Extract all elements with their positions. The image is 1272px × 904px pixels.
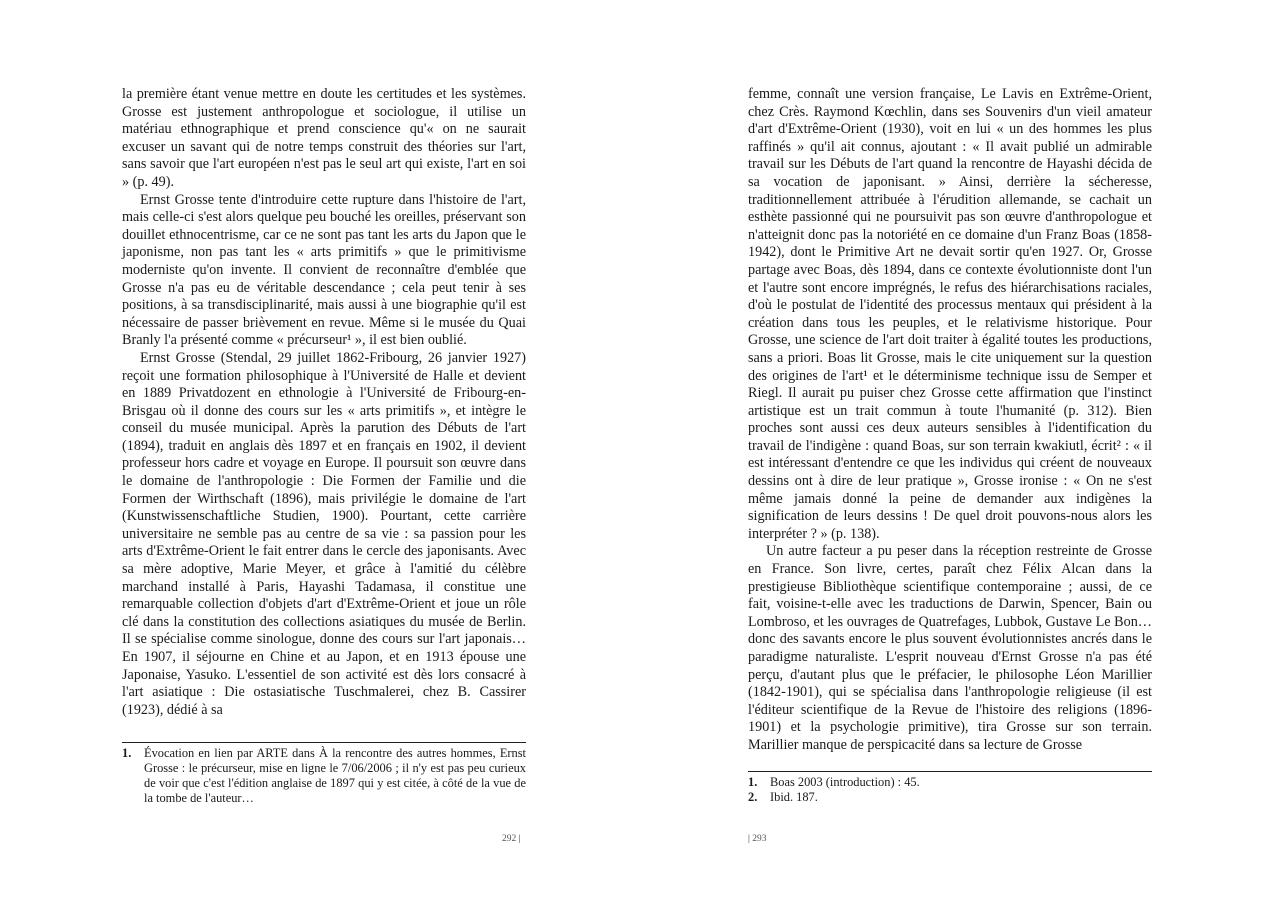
- paragraph: Ernst Grosse tente d'introduire cette rupture dans l'histoire de l'art, mais celle-ci s'est alors quelque peu bouché les oreilles, préservant son douillet ethnocentrisme, car ce ne sont pas tant les arts du Japon que le japonisme, non pas tant les « arts primitifs » que le primitivisme moderniste qu'on invente. Il convient de reconnaître d'emblée que Grosse n'a pas eu de véritable descendance ; cela peut tenir à ses positions, à sa transdisciplinarité, mais aussi à une biographie qu'il est nécessaire de passer brièvement en revue. Même si le musée du Quai Branly l'a présenté comme « précurseur¹ », il est bien oublié.: [122, 191, 526, 349]
- footnote: [748, 790, 1152, 805]
- paragraph: Un autre facteur a pu peser dans la réception restreinte de Grosse en France. Son livre, certes, paraît chez Félix Alcan dans la prestigieuse Bibliothèque scientifique contemporaine ; aussi, de ce fait, voisine-t-elle avec les traductions de Darwin, Spencer, Bain ou Lombroso, et les ouvrages de Quatrefages, Lubbok, Gustave Le Bon… donc des savants encore le plus souvent évolutionnistes ancrés dans le paradigme naturaliste. L'esprit nouveau d'Ernst Grosse n'a pas été perçu, d'autant plus que le préfacier, le philosophe Léon Marillier (1842-1901), qui se spécialisa dans l'anthropologie religieuse (il est l'éditeur scientifique de la Revue de l'histoire des religions (1896-1901) et la psychologie primitive), tira Grosse sur son terrain. Marillier manque de perspicacité dans sa lecture de Grosse: [748, 543, 1152, 753]
- page-number-left: [502, 834, 521, 844]
- paragraph: femme, connaît une version française, Le Lavis en Extrême-Orient, chez Crès. Raymond Kœchlin, dans ses Souvenirs d'un vieil amateur d'art d'Extrême-Orient (1930), voit en lui « un des hommes les plus raffinés » qu'il ait connus, ajoutant : « Il avait publié un admirable travail sur les Débuts de l'art quand la rencontre de Hayashi décida de sa vocation de japonisant. » Ainsi, derrière la sécheresse, traditionnellement attribuée à l'érudition allemande, se cachait un esthète passionné qui ne poursuivit pas son œuvre d'anthropologue et n'atteignit donc pas la notoriété en ce domaine d'un Franz Boas (1858-1942), dont le Primitive Art ne devait sortir qu'en 1927. Or, Grosse partage avec Boas, dès 1894, dans ce contexte évolutionniste dont l'un et l'autre sont encore imprégnés, le refus des hiérarchisations raciales, d'où le postulat de l'identité des processus mentaux qui président à la création dans tous les peuples, et le relativisme historique. Pour Grosse, une science de l'art doit traiter à égalité toutes les productions, sans a priori. Boas lit Grosse, mais le cite uniquement sur la question des origines de l'art¹ et le déterminisme technique issu de Semper et Riegl. Il aurait pu puiser chez Grosse cette affirmation que l'instinct artistique est un trait commun à toute l'humanité (p. 312). Bien proches sont aussi ces deux auteurs sensibles à l'identification du travail de l'indigène : quand Boas, sur son terrain kwakiutl, écrit² : « il est intéressant d'entendre ce que les individus qui créent de nouveaux dessins ont à dire de leur pratique », Grosse ironise : « On ne s'est même jamais donné la peine de demander aux indigènes la signification de leurs dessins ! De quel droit pouvons-nous alors les interpréter ? » (p. 138).: [748, 86, 1152, 542]
- right-page: [636, 0, 1272, 904]
- left-page-body: [122, 86, 526, 719]
- page-number: 292: [502, 834, 517, 844]
- paragraph: la première étant venue mettre en doute les certitudes et les systèmes. Grosse est justement anthropologue et sociologue, il utilise un matériau ethnographique et prend conscience qu'« on ne saurait excuser un savant qui de notre temps construit des théories sur l'art, sans savoir que l'art européen n'est pas le seul art qui existe, l'art en soi » (p. 49).: [122, 86, 526, 190]
- right-footnotes: [748, 771, 1152, 805]
- page-number: 293: [752, 834, 767, 844]
- footnote-number: 2.: [748, 790, 758, 804]
- left-footnotes: [122, 742, 526, 806]
- folio-bar: |: [748, 834, 750, 844]
- footnote-text: Boas 2003 (introduction) : 45.: [770, 775, 920, 789]
- folio-bar: |: [518, 834, 521, 844]
- footnote: [122, 746, 526, 806]
- footnote: [748, 775, 1152, 790]
- paragraph: Ernst Grosse (Stendal, 29 juillet 1862-Fribourg, 26 janvier 1927) reçoit une formation philosophique à l'Université de Halle et devient en 1889 Privatdozent en ethnologie à l'Université de Fribourg-en-Brisgau où il donne des cours sur les « arts primitifs », et intègre le conseil du musée municipal. Après la parution des Débuts de l'art (1894), traduit en anglais dès 1897 et en français en 1902, il devient professeur hors cadre et voyage en Europe. Il poursuit son œuvre dans le domaine de l'anthropologie : Die Formen der Familie und die Formen der Wirthschaft (1896), mais privilégie le domaine de l'art (Kunstwissenschaftliche Studien, 1900). Pourtant, cette carrière universitaire ne semble pas au centre de sa vie : sa passion pour les arts d'Extrême-Orient le fait entrer dans le cercle des japonisants. Avec sa mère adoptive, Marie Meyer, et grâce à l'amitié du célèbre marchand installé à Paris, Hayashi Tadamasa, il constitue une remarquable collection d'objets d'art d'Extrême-Orient et joue un rôle clé dans la constitution des collections asiatiques du musée de Berlin. Il se spécialise comme sinologue, donne des cours sur l'art japonais… En 1907, il séjourne en Chine et au Japon, et en 1913 épouse une Japonaise, Yasuko. L'essentiel de son activité est dès lors consacré à l'art asiatique : Die ostasiatische Tuschmalerei, chez B. Cassirer (1923), dédié à sa: [122, 349, 526, 718]
- right-page-body: [748, 86, 1152, 755]
- footnote-number: 1.: [748, 775, 758, 789]
- footnote-number: 1.: [122, 746, 132, 760]
- footnote-text: Évocation en lien par ARTE dans À la rencontre des autres hommes, Ernst Grosse : le précurseur, mise en ligne le 7/06/2006 ; il n'y est pas peu curieux de voir que c'est l'édition anglaise de 1897 qui y est citée, à côté de la vue de la tombe de l'auteur…: [144, 746, 526, 805]
- footnote-text: Ibid. 187.: [770, 790, 818, 804]
- page-number-right: [748, 834, 767, 844]
